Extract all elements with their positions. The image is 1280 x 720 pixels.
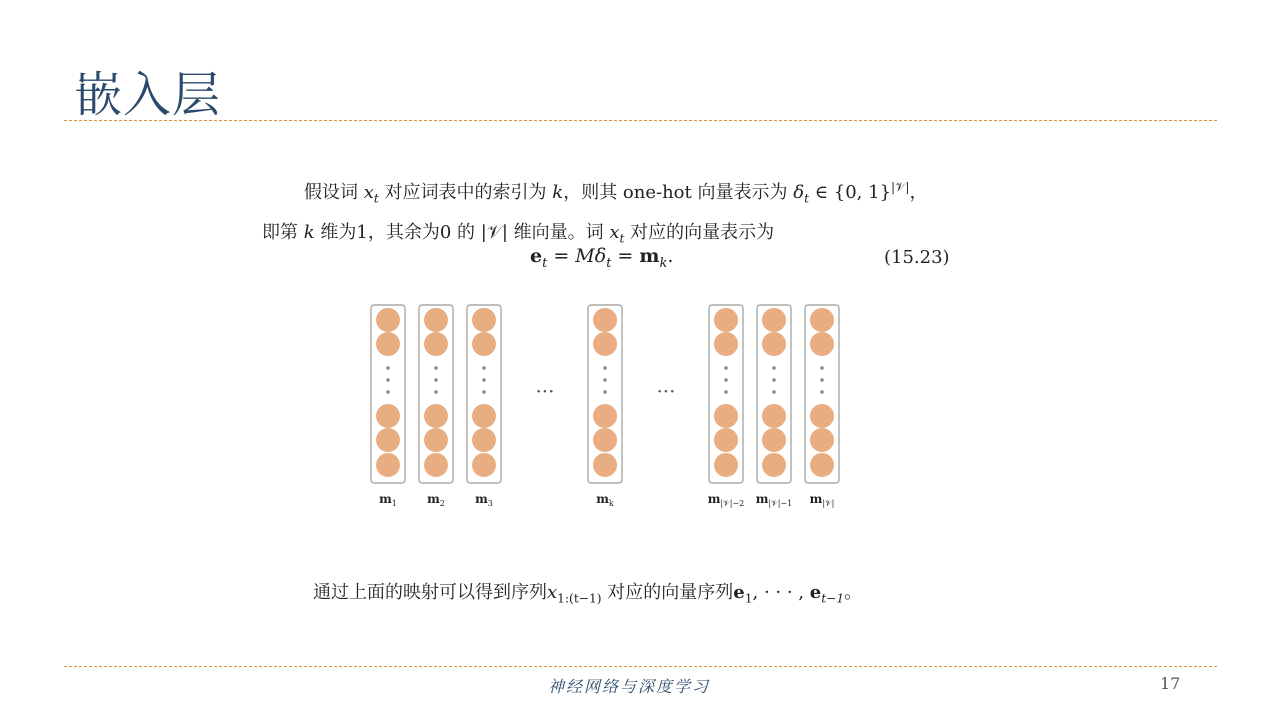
- vertical-ellipsis-dot: [434, 366, 438, 370]
- vertical-ellipsis-dot: [434, 378, 438, 382]
- vertical-ellipsis-dot: [724, 378, 728, 382]
- var-et-sub: t−1: [821, 591, 845, 606]
- vertical-ellipsis-dot: [724, 390, 728, 394]
- embedding-matrix-diagram: [360, 300, 860, 515]
- vector-unit: [810, 453, 834, 477]
- vector-unit: [376, 453, 400, 477]
- vector-unit: [472, 332, 496, 356]
- vector-unit: [376, 332, 400, 356]
- text-segment: 对应的向量表示为: [630, 221, 775, 243]
- vertical-ellipsis-dot: [386, 366, 390, 370]
- vector-unit: [376, 428, 400, 452]
- text-segment: 通过上面的映射可以得到序列: [313, 582, 547, 603]
- text-segment: , · · · ,: [752, 582, 810, 603]
- text-segment: 。: [844, 582, 863, 603]
- text-segment: 维为: [320, 221, 357, 243]
- vector-unit: [424, 453, 448, 477]
- var-delta-sub: t: [804, 191, 809, 206]
- eq-mid-sub: t: [606, 255, 612, 271]
- sequence-sentence: [313, 578, 862, 606]
- vertical-ellipsis-dot: [772, 366, 776, 370]
- var-x-sub: 1:(t−1): [557, 591, 602, 606]
- vector-unit: [424, 404, 448, 428]
- var-x: x: [547, 582, 558, 603]
- vector-unit: [424, 428, 448, 452]
- vector-unit: [762, 332, 786, 356]
- page-number: 17: [1160, 674, 1181, 693]
- text-segment: 即第: [262, 221, 298, 243]
- eq-e: e: [530, 245, 543, 267]
- var-k: k: [303, 221, 315, 243]
- vocab-superscript: |𝒱|: [891, 180, 910, 194]
- column-label: $m_k$: [596, 492, 614, 508]
- vertical-ellipsis-dot: [386, 378, 390, 382]
- value-one: 1: [356, 221, 368, 243]
- var-x: x: [609, 221, 620, 243]
- var-k: k: [552, 182, 564, 203]
- eq-e-sub: t: [542, 255, 548, 271]
- embedding-equation: [530, 245, 673, 271]
- var-et: e: [809, 582, 822, 603]
- text-segment: ，: [909, 182, 928, 203]
- vector-unit: [376, 308, 400, 332]
- eq-equals: =: [611, 245, 640, 267]
- footer-divider: [64, 666, 1217, 667]
- column-label: $m_{|𝒱|-2}$: [707, 492, 745, 508]
- vector-unit: [762, 453, 786, 477]
- vertical-ellipsis-dot: [603, 390, 607, 394]
- text-segment: ，则其 one-hot 向量表示为: [563, 182, 788, 203]
- vertical-ellipsis-dot: [386, 390, 390, 394]
- vector-unit: [472, 308, 496, 332]
- set-expression: ∈ {0, 1}: [814, 182, 892, 203]
- var-e1: e: [733, 582, 745, 603]
- vector-unit: [714, 453, 738, 477]
- text-segment: 对应词表中的索引为: [384, 182, 547, 203]
- vector-unit: [714, 308, 738, 332]
- var-x-sub: t: [373, 191, 379, 206]
- vector-unit: [714, 332, 738, 356]
- vector-unit: [810, 332, 834, 356]
- var-delta: δ: [793, 182, 805, 203]
- footer-title: 神经网络与深度学习: [548, 677, 711, 696]
- vertical-ellipsis-dot: [820, 366, 824, 370]
- vertical-ellipsis-dot: [482, 390, 486, 394]
- text-segment: 的: [457, 221, 476, 243]
- vector-unit: [810, 308, 834, 332]
- vector-unit: [593, 332, 617, 356]
- vector-unit: [424, 308, 448, 332]
- text-segment: 对应的向量序列: [607, 582, 734, 603]
- vector-unit: [593, 308, 617, 332]
- vertical-ellipsis-dot: [820, 390, 824, 394]
- eq-m-sub: k: [659, 255, 668, 271]
- value-zero: 0: [439, 221, 452, 243]
- vertical-ellipsis-dot: [820, 378, 824, 382]
- slide-title: 嵌入层: [74, 67, 222, 123]
- equation-number: (15.23): [884, 247, 950, 268]
- vertical-ellipsis-dot: [434, 390, 438, 394]
- vector-unit: [714, 404, 738, 428]
- column-label: $m_1$: [379, 492, 397, 508]
- var-x-sub: t: [619, 231, 625, 246]
- vector-unit: [376, 404, 400, 428]
- var-e1-sub: 1: [744, 591, 753, 606]
- vector-unit: [472, 453, 496, 477]
- text-segment: ，其余为: [367, 221, 440, 243]
- vertical-ellipsis-dot: [603, 378, 607, 382]
- vector-unit: [593, 453, 617, 477]
- vector-unit: [762, 308, 786, 332]
- text-segment: 维向量。词: [513, 221, 604, 243]
- vertical-ellipsis-dot: [603, 366, 607, 370]
- var-x: x: [363, 182, 374, 203]
- eq-m: m: [639, 245, 660, 267]
- vector-unit: [762, 428, 786, 452]
- column-label: $m_2$: [427, 492, 445, 508]
- vector-unit: [593, 428, 617, 452]
- vector-unit: [472, 404, 496, 428]
- column-label: $m_3$: [475, 492, 493, 508]
- eq-end: .: [667, 245, 674, 267]
- horizontal-ellipsis: ···: [535, 379, 555, 403]
- title-divider: [64, 120, 1217, 121]
- vector-unit: [762, 404, 786, 428]
- vertical-ellipsis-dot: [772, 390, 776, 394]
- vector-unit: [593, 404, 617, 428]
- vocab-size: |𝒱|: [480, 221, 508, 243]
- vector-unit: [424, 332, 448, 356]
- vertical-ellipsis-dot: [482, 378, 486, 382]
- vector-unit: [714, 428, 738, 452]
- vertical-ellipsis-dot: [724, 366, 728, 370]
- intro-paragraph: [262, 170, 982, 255]
- vector-unit: [810, 428, 834, 452]
- column-label: $m_{|𝒱|}$: [809, 492, 835, 508]
- horizontal-ellipsis: ···: [656, 379, 676, 403]
- column-label: $m_{|𝒱|-1}$: [755, 492, 793, 508]
- vertical-ellipsis-dot: [772, 378, 776, 382]
- vertical-ellipsis-dot: [482, 366, 486, 370]
- text-segment: 假设词: [304, 182, 358, 203]
- vector-unit: [472, 428, 496, 452]
- eq-mid: = Mδ: [547, 245, 607, 267]
- vector-unit: [810, 404, 834, 428]
